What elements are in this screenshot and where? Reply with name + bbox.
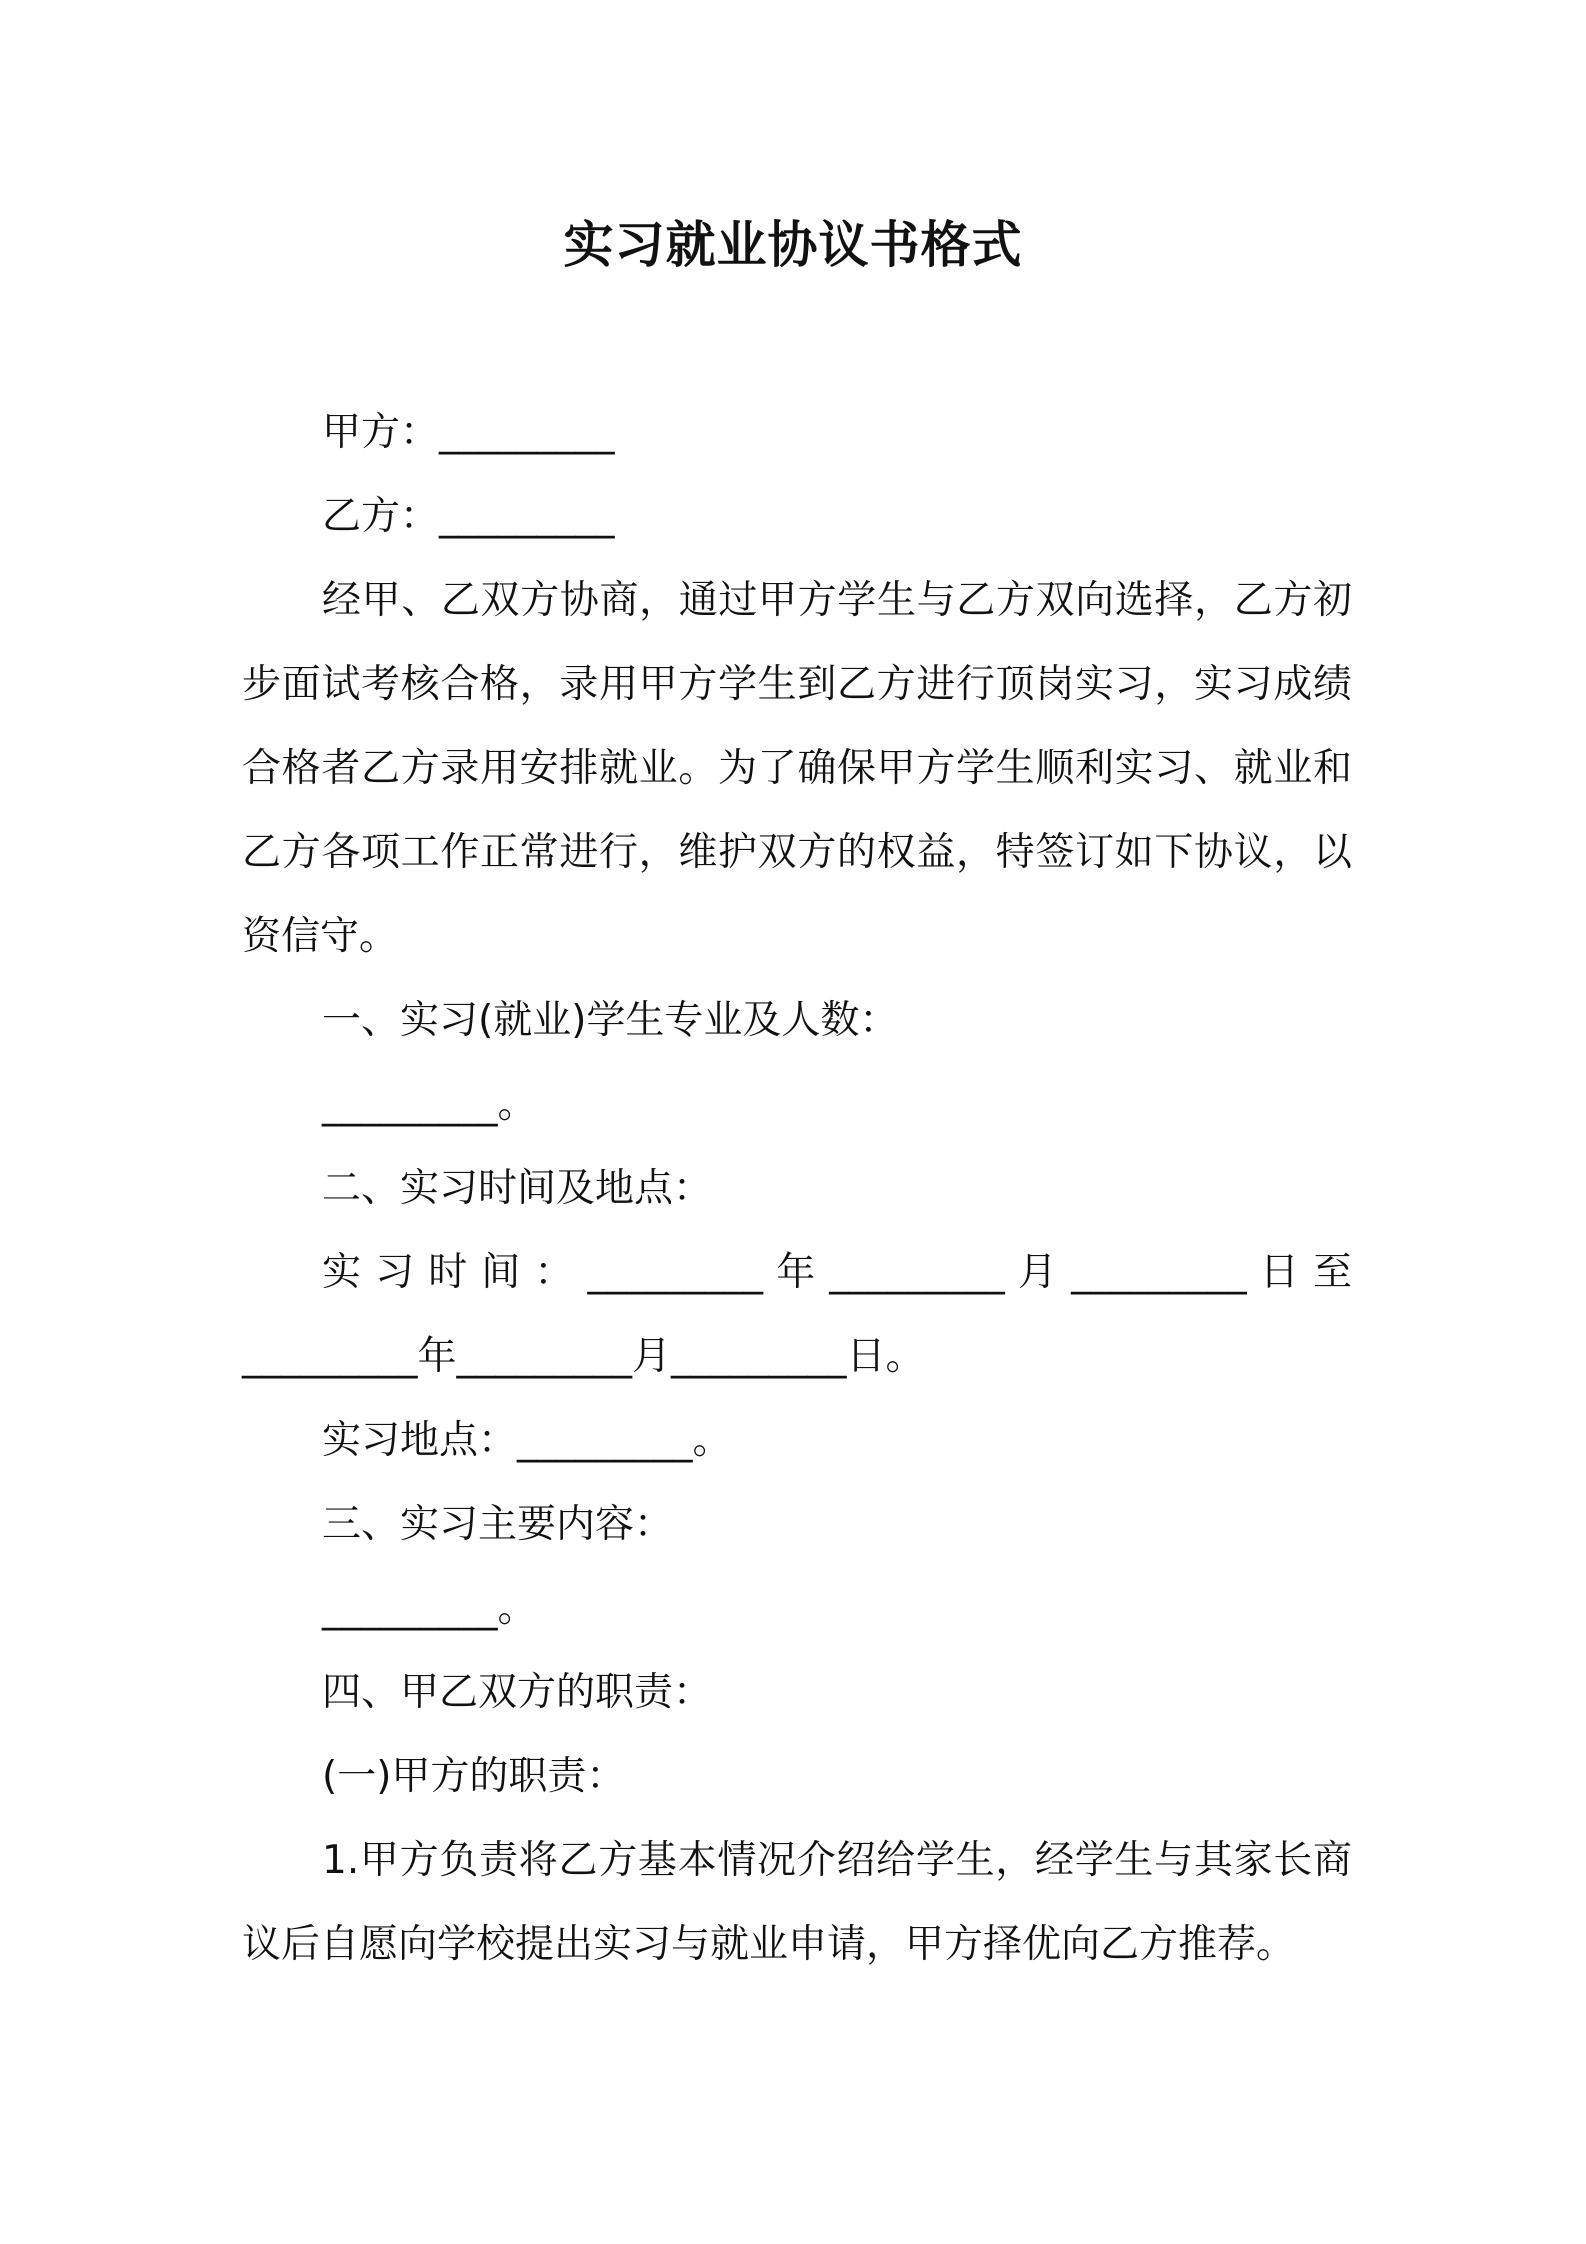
party-a-duties-heading: (一)甲方的职责： bbox=[322, 1754, 626, 1799]
party-a-line: 甲方：_________ bbox=[322, 410, 615, 455]
preamble-line-3: 合格者乙方录用安排就业。为了确保甲方学生顺利实习、就业和 bbox=[242, 746, 1352, 791]
internship-place-line: 实习地点：_________。 bbox=[322, 1418, 732, 1463]
internship-time-line-1: 实 习 时 间 ： _________ 年 _________ 月 _________ 日 至 bbox=[322, 1250, 1352, 1295]
duty-1-line-1: 1.甲方负责将乙方基本情况介绍给学生，经学生与其家长商 bbox=[322, 1838, 1352, 1883]
duty-1-line-2: 议后自愿向学校提出实习与就业申请，甲方择优向乙方推荐。 bbox=[242, 1922, 1296, 1967]
section-3-heading: 三、实习主要内容： bbox=[322, 1502, 674, 1547]
section-1-heading: 一、实习(就业)学生专业及人数： bbox=[322, 998, 899, 1043]
internship-time-line-2: _________年_________月_________日。 bbox=[242, 1334, 925, 1379]
preamble-line-1: 经甲、乙双方协商，通过甲方学生与乙方双向选择，乙方初 bbox=[322, 578, 1352, 623]
section-1-blank: _________。 bbox=[322, 1082, 537, 1127]
preamble-line-2: 步面试考核合格，录用甲方学生到乙方进行顶岗实习，实习成绩 bbox=[242, 662, 1352, 707]
preamble-line-4: 乙方各项工作正常进行，维护双方的权益，特签订如下协议，以 bbox=[242, 830, 1352, 875]
party-b-line: 乙方：_________ bbox=[322, 494, 615, 539]
preamble-line-5: 资信守。 bbox=[242, 914, 399, 959]
section-2-heading: 二、实习时间及地点： bbox=[322, 1166, 713, 1211]
section-4-heading: 四、甲乙双方的职责： bbox=[322, 1670, 713, 1715]
section-3-blank: _________。 bbox=[322, 1586, 537, 1631]
document-title: 实习就业协议书格式 bbox=[563, 216, 1023, 274]
